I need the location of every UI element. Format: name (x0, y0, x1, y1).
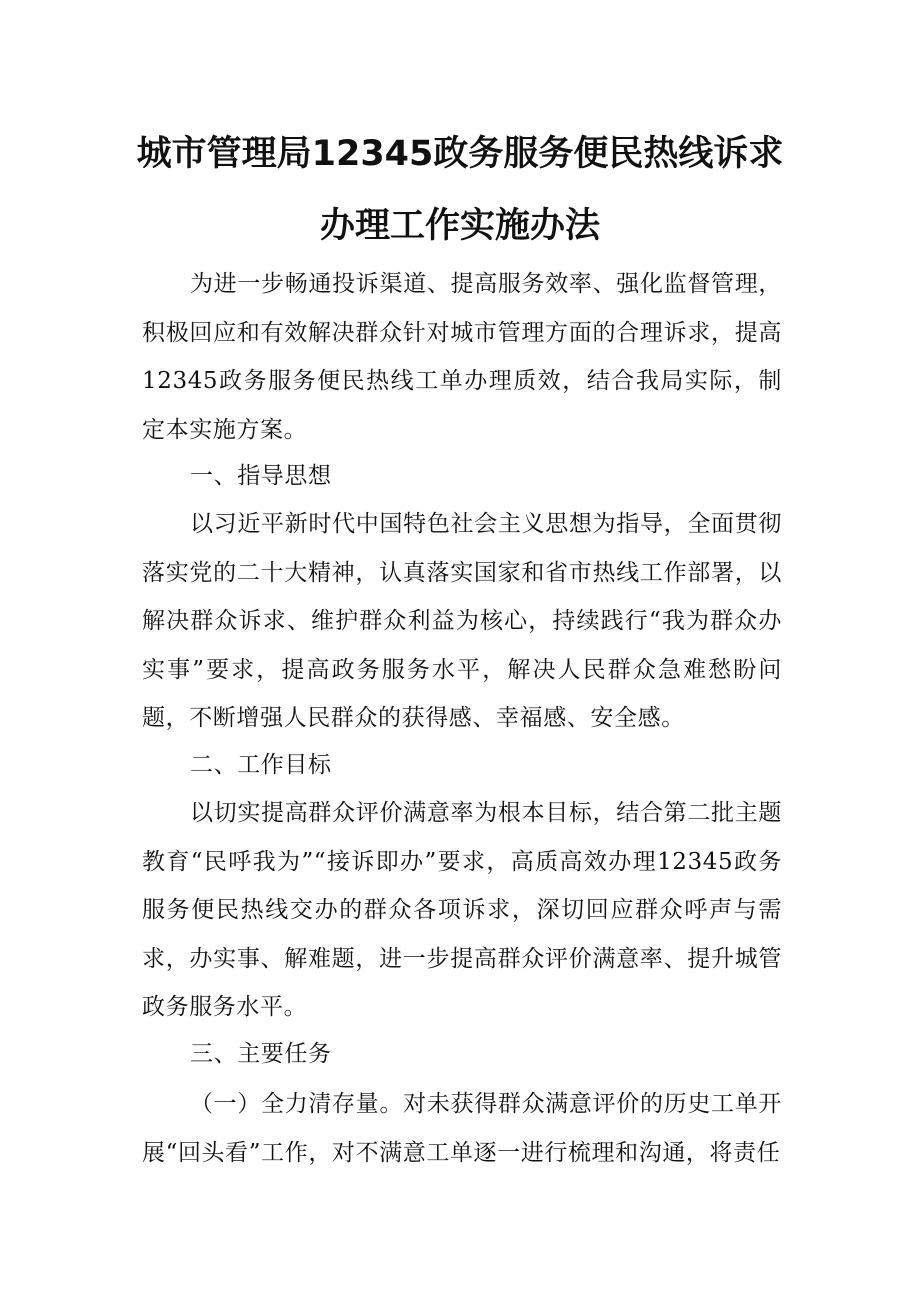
section-3-heading-text: 三、主要任务 (190, 1041, 332, 1067)
section-3-heading (142, 1030, 782, 1079)
document-title-line-2: 办理工作实施办法 (319, 206, 600, 246)
section-1-text: 以习近平新时代中国特色社会主义思想为指导，全面贯彻落实党的二十大精神，认真落实国家和省市热线工作部署，以解决群众诉求、维护群众利益为核心，持续践行“我为群众办实事”要求，提高政务服务水平，解决人民群众急难愁盼问题，不断增强人民群众的获得感、幸福感、安全感。 (142, 511, 782, 732)
section-2-heading (142, 741, 782, 790)
intro-text: 为进一步畅通投诉渠道、提高服务效率、强化监督管理，积极回应和有效解决群众针对城市管理方面的合理诉求，提高12345政务服务便民热线工单办理质效，结合我局实际，制定本实施方案。 (142, 271, 782, 443)
section-3-item-1 (142, 1080, 782, 1177)
section-2-heading-text: 二、工作目标 (190, 752, 332, 778)
document-title-line-1: 城市管理局12345政务服务便民热线诉求 (136, 134, 784, 174)
section-1-paragraph (142, 500, 782, 743)
intro-paragraph (142, 260, 782, 454)
section-2-text: 以切实提高群众评价满意率为根本目标，结合第二批主题教育“民呼我为”“接诉即办”要求，高质高效办理12345政务服务便民热线交办的群众各项诉求，深切回应群众呼声与需求，办实事、解难题，进一步提高群众评价满意率、提升城管政务服务水平。 (142, 800, 782, 1021)
section-2-paragraph (142, 789, 782, 1032)
section-3-item-1-text: （一）全力清存量。对未获得群众满意评价的历史工单开展“回头看”工作，对不满意工单逐一进行梳理和沟通，将责任 (142, 1091, 782, 1166)
section-1-heading (142, 452, 782, 501)
section-1-heading-text: 一、指导思想 (190, 463, 332, 489)
